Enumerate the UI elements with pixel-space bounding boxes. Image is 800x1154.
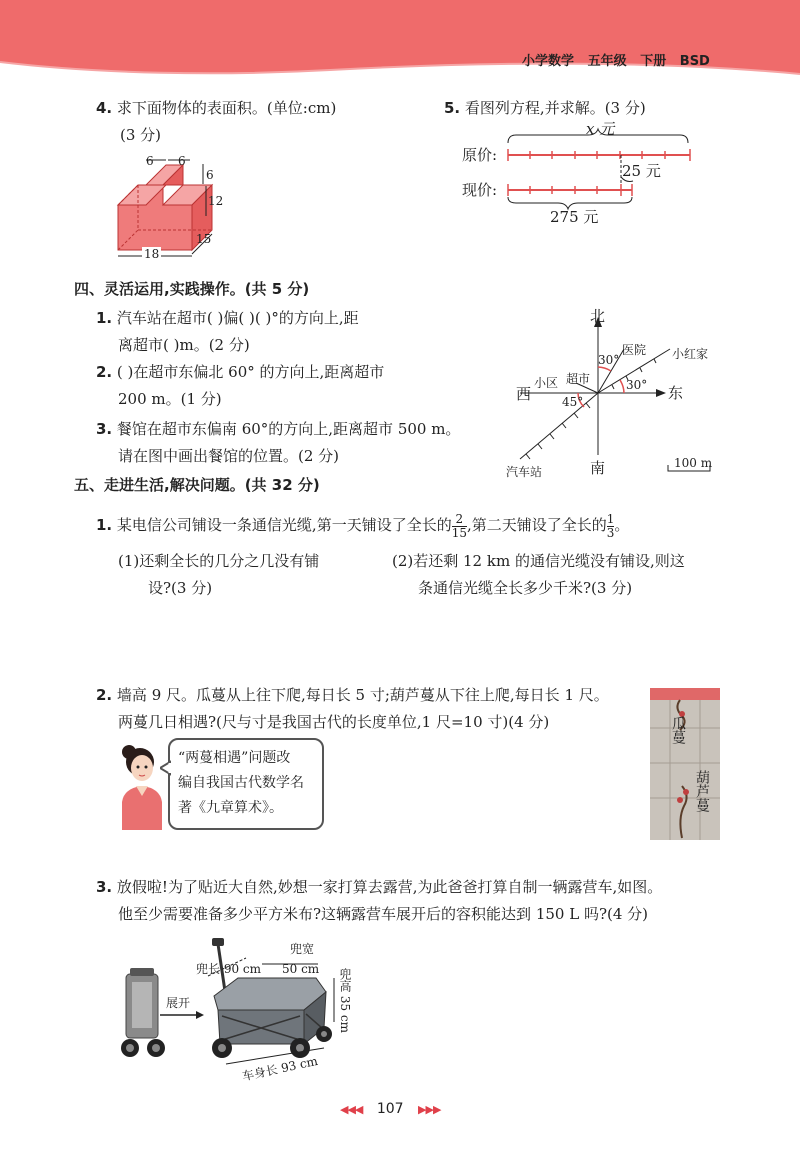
q4-dim-top-right: 6: [178, 154, 186, 168]
map-east: 东: [668, 384, 684, 402]
bubble-line2: 编自我国古代数学名: [178, 775, 304, 791]
q4-dim-depth: 15: [196, 232, 212, 246]
map-angle-30-east: 30°: [626, 378, 648, 392]
s5-q1: [96, 510, 629, 540]
speech-bubble: [168, 738, 324, 830]
s4-q1: [96, 307, 359, 329]
cart-body-length: 车身长 93 cm: [240, 1053, 320, 1084]
fraction-2-15: [452, 513, 467, 540]
map-west: 西: [516, 385, 532, 403]
bubble-line3: 著《九章算术》。: [178, 800, 283, 816]
s5-q1-sub2-line2: 条通信光缆全长多少千米?(3 分): [418, 579, 633, 597]
bubble-line1: “两蔓相遇”问题改: [178, 750, 291, 766]
s5-q2-line1: 墙高 9 尺。瓜蔓从上往下爬,每日长 5 寸;葫芦蔓从下往上爬,每日长 1 尺。: [116, 686, 609, 704]
page-footer: [340, 1101, 440, 1117]
q4-text: 求下面物体的表面积。(单位:cm): [116, 99, 337, 117]
map-community: 小区: [534, 376, 559, 390]
q5-diff-label: 25 元: [622, 162, 661, 180]
q4-number: 4.: [96, 99, 113, 117]
map-south: 南: [590, 459, 606, 477]
s5-q1-text-b: ,第二天铺设了全长的: [466, 516, 607, 534]
wall-label-gua: 瓜蔓: [670, 716, 686, 744]
map-scale: 100 m: [674, 456, 713, 470]
header-info: [522, 50, 710, 69]
q5-total-label: x 元: [586, 120, 615, 138]
section4-title: 四、灵活运用,实践操作。(共 5 分): [74, 280, 310, 298]
cart-width-label: 兜宽: [290, 942, 315, 956]
q5-number: 5.: [444, 99, 461, 117]
fraction2-denominator: 3: [606, 525, 615, 540]
s4-q1-line2: 离超市( )m。(2 分): [118, 336, 250, 354]
fraction1-numerator: 2: [455, 511, 464, 526]
q4-dim-right-small: 6: [206, 168, 214, 182]
s4-q3: [96, 418, 460, 440]
s4-q3-line2: 请在图中画出餐馆的位置。(2 分): [118, 447, 340, 465]
header-edition: BSD: [679, 54, 710, 69]
map-supermarket: 超市: [566, 372, 591, 386]
direction-map: [500, 305, 750, 485]
s5-q3-line1: 放假啦!为了贴近大自然,妙想一家打算去露营,为此爸爸打算自制一辆露营车,如图。: [116, 878, 663, 896]
cart-height: 兜高 35 cm: [338, 968, 352, 1033]
header-subject: 小学数学: [522, 54, 575, 69]
map-angle-30-north: 30°: [598, 353, 620, 367]
wall-label-hulu: 葫芦蔓: [694, 770, 710, 812]
s5-q3: [96, 876, 662, 898]
s4-q1-number: 1.: [96, 309, 113, 327]
q5-row-current: 现价:: [462, 181, 498, 199]
map-bus-station: 汽车站: [506, 465, 543, 479]
q5-question: [444, 97, 646, 119]
s5-q1-text-a: 某电信公司铺设一条通信光缆,第一天铺设了全长的: [116, 516, 452, 534]
cart-length: 兜长 90 cm: [196, 962, 261, 976]
fraction1-denominator: 15: [451, 525, 467, 540]
fraction2-numerator: 1: [606, 511, 615, 526]
unfold-label: 展开: [166, 996, 191, 1010]
bubble-tail: [160, 760, 172, 776]
s4-q3-number: 3.: [96, 420, 113, 438]
q4-dim-height: 12: [208, 194, 224, 208]
map-hospital: 医院: [622, 343, 647, 357]
map-angle-45: 45°: [562, 395, 584, 409]
q4-question: [96, 97, 336, 119]
header-grade: 五年级: [587, 54, 627, 69]
s5-q2-line2: 两蔓几日相遇?(尺与寸是我国古代的长度单位,1 尺=10 寸)(4 分): [118, 713, 550, 731]
wall-illustration: [650, 688, 720, 840]
page-number: 107: [376, 1101, 404, 1117]
s5-q2: [96, 684, 609, 706]
q5-current-label: 275 元: [550, 208, 599, 226]
s4-q2: [96, 361, 384, 383]
s5-q1-text-c: 。: [614, 516, 630, 534]
s5-q2-number: 2.: [96, 686, 113, 704]
map-xiaohong: 小红家: [672, 347, 709, 361]
q4-dim-top-left: 6: [146, 154, 154, 168]
cart-width: 50 cm: [282, 962, 320, 976]
s5-q3-number: 3.: [96, 878, 113, 896]
s5-q1-sub1-line1: (1)还剩全长的几分之几没有铺: [118, 552, 320, 570]
unfolded-cart: [196, 936, 346, 1076]
q4-solid-figure: [108, 150, 218, 265]
q5-line-diagram: [500, 125, 700, 225]
s4-q2-line1: ( )在超市东偏北 60° 的方向上,距离超市: [116, 363, 385, 381]
s5-q1-sub1-line2: 设?(3 分): [148, 579, 213, 597]
s5-q1-number: 1.: [96, 516, 113, 534]
q4-score: (3 分): [120, 126, 162, 144]
q5-text: 看图列方程,并求解。(3 分): [464, 99, 646, 117]
q4-dim-width: 18: [144, 247, 160, 261]
s4-q2-line2: 200 m。(1 分): [118, 390, 222, 408]
girl-avatar: [112, 740, 172, 830]
map-north: 北: [590, 307, 606, 325]
header-volume: 下册: [640, 54, 667, 69]
footer-right-arrows: ▶▶▶: [418, 1103, 441, 1116]
q5-row-original: 原价:: [462, 146, 498, 164]
s5-q3-line2: 他至少需要准备多少平方米布?这辆露营车展开后的容积能达到 150 L 吗?(4 分): [118, 905, 648, 923]
bubble-text: [178, 746, 304, 821]
s4-q3-line1: 餐馆在超市东偏南 60°的方向上,距离超市 500 m。: [116, 420, 461, 438]
s5-q1-sub2-line1: (2)若还剩 12 km 的通信光缆没有铺设,则这: [392, 552, 685, 570]
footer-left-arrows: ◀◀◀: [340, 1103, 363, 1116]
section5-title: 五、走进生活,解决问题。(共 32 分): [74, 476, 320, 494]
s4-q2-number: 2.: [96, 363, 113, 381]
s4-q1-line1: 汽车站在超市( )偏( )( )°的方向上,距: [116, 309, 359, 327]
